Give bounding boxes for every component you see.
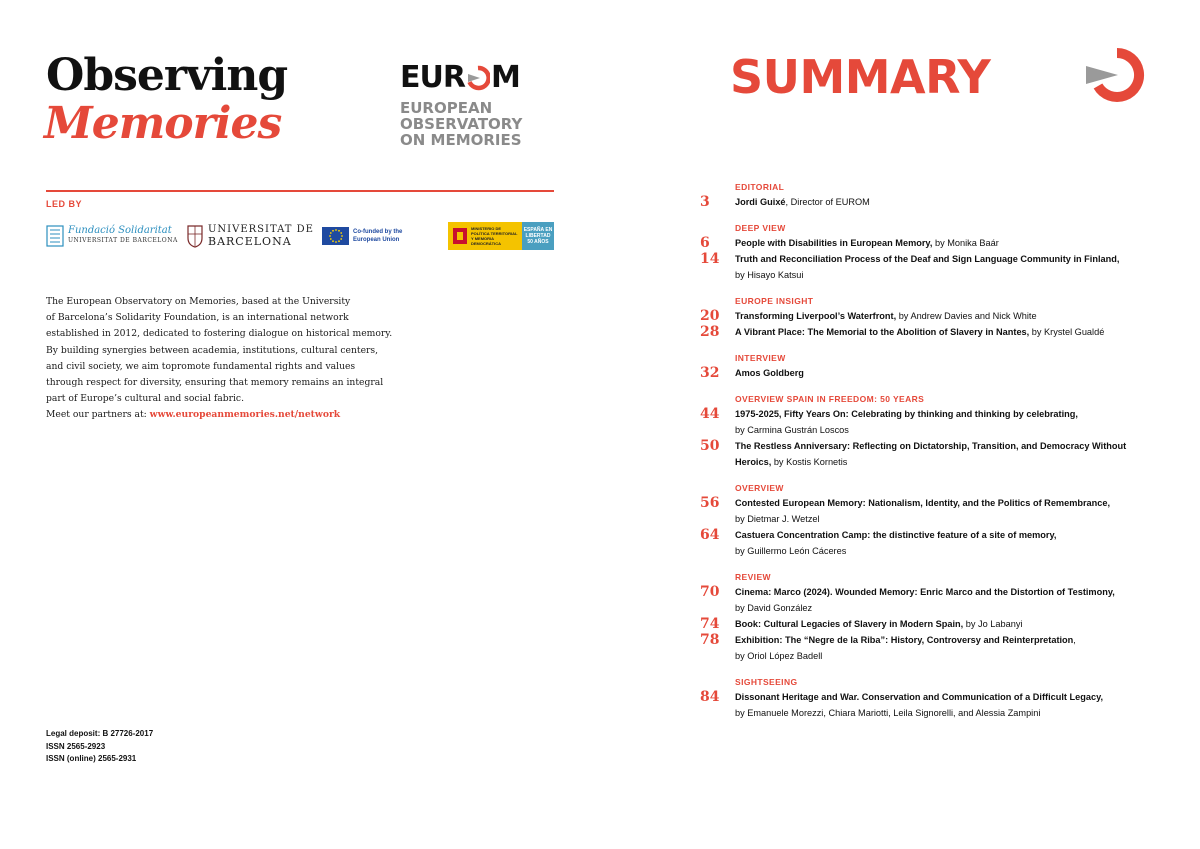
toc-entry[interactable] (700, 406, 1160, 438)
toc-section-title: INTERVIEW (735, 353, 786, 363)
toc-entry[interactable] (700, 438, 1160, 470)
about-line: part of Europe’s cultural and social fabric. (46, 393, 244, 405)
partners-line (46, 407, 396, 423)
toc-section-title: EUROPE INSIGHT (735, 296, 814, 306)
toc-entry-author-line: by Oriol López Badell (735, 651, 823, 661)
toc-entry-text (735, 584, 1115, 616)
toc-page-number: 14 (700, 251, 720, 267)
toc-section (700, 180, 1160, 210)
toc-page-number: 3 (700, 194, 710, 210)
fundacio-name: Fundació Solidaritat (68, 225, 172, 236)
toc-entry[interactable] (700, 689, 1160, 721)
toc-page-number: 32 (700, 365, 720, 381)
toc-entry-title: Book: Cultural Legacies of Slavery in Modern Spain, (735, 619, 964, 629)
eurom-subtitle-line: EUROPEAN (400, 99, 493, 117)
spain-coat-of-arms-icon (451, 225, 469, 247)
table-of-contents (700, 180, 1160, 732)
ub-crest-icon (186, 224, 204, 248)
toc-entry-title: Amos Goldberg (735, 368, 804, 378)
toc-entry-title: Truth and Reconciliation Process of the Deaf and Sign Language Community in Finland, (735, 254, 1120, 264)
about-line: The European Observatory on Memories, based at the University (46, 296, 351, 307)
toc-entry-author-line: by David González (735, 603, 813, 613)
toc-entry[interactable] (700, 616, 1160, 632)
eu-cofunded-logo[interactable] (322, 227, 415, 245)
about-line: through respect for diversity, ensuring that memory remains an integral (46, 377, 384, 389)
issn: ISSN 2565-2923 (46, 741, 106, 751)
toc-entry-title: 1975-2025, Fifty Years On: Celebrating by thinking and thinking by celebrating, (735, 409, 1078, 419)
toc-section (700, 294, 1160, 340)
toc-page-number: 70 (700, 584, 720, 600)
ub-line2: BARCELONA (208, 235, 292, 248)
toc-entry-text (735, 406, 1078, 438)
about-line: established in 2012, dedicated to fostering dialogue on historical memory. (46, 328, 393, 340)
masthead-memories: Memories (44, 98, 282, 149)
toc-entry[interactable] (700, 251, 1160, 283)
toc-entry-title: Cinema: Marco (2024). Wounded Memory: Enric Marco and the Distortion of Testimony, (735, 587, 1115, 597)
toc-section (700, 570, 1160, 664)
legal-deposit: Legal deposit: B 27726-2017 (46, 729, 154, 738)
ub-line1: UNIVERSITAT DE (208, 224, 314, 235)
about-line: and civil society, we aim topromote fundamental rights and values (46, 360, 356, 372)
led-by-label: LED BY (46, 199, 83, 209)
eurom-logo-left: EUR (400, 60, 465, 95)
toc-page-number: 44 (700, 406, 720, 422)
toc-entry-title: Transforming Liverpool’s Waterfront, (735, 311, 897, 321)
toc-page-number: 28 (700, 324, 720, 340)
toc-entry-title: Dissonant Heritage and War. Conservation and Communication of a Difficult Legacy, (735, 692, 1104, 702)
toc-entry-title: Jordi Guixé (735, 197, 786, 207)
toc-section-title: OVERVIEW (735, 483, 784, 493)
eurom-emblem-icon (1086, 44, 1148, 106)
toc-entry[interactable] (700, 527, 1160, 559)
partners-link[interactable]: www.europeanmemories.net/network (149, 409, 341, 421)
toc-entry-author-line: by Hisayo Katsui (735, 270, 804, 280)
eu-cofunded-text: Co-funded by the European Union (353, 229, 403, 243)
ministry-name: MINISTERIO DE POLÍTICA TERRITORIAL Y MEMORIA DEMOCRÁTICA (471, 226, 518, 246)
eurom-subtitle (400, 100, 550, 148)
eurom-subtitle-line: ON MEMORIES (400, 131, 522, 149)
toc-entry-title: A Vibrant Place: The Memorial to the Abolition of Slavery in Nantes, (735, 327, 1030, 337)
toc-entry-text (735, 616, 1022, 632)
toc-page-number: 78 (700, 632, 720, 648)
toc-entry-author-line: by Carmina Gustrán Loscos (735, 425, 849, 435)
toc-entry[interactable] (700, 324, 1160, 340)
about-paragraph (46, 294, 396, 424)
toc-entry-text (735, 324, 1104, 340)
toc-section (700, 392, 1160, 470)
toc-entry-author: by Kostis Kornetis (771, 457, 848, 467)
toc-entry-text (735, 438, 1160, 470)
toc-section (700, 221, 1160, 283)
issn-online: ISSN (online) 2565-2931 (46, 754, 137, 763)
toc-section (700, 675, 1160, 721)
eurom-logo (400, 62, 520, 94)
toc-entry[interactable] (700, 365, 1160, 381)
toc-entry-text (735, 527, 1056, 559)
toc-section (700, 351, 1160, 381)
toc-page-number: 50 (700, 438, 720, 454)
divider-rule (46, 190, 554, 192)
partners-prefix: Meet our partners at: (46, 409, 150, 421)
toc-entry-author: by Jo Labanyi (963, 619, 1023, 629)
eurom-logo-right: M (490, 60, 520, 95)
toc-section-title: OVERVIEW SPAIN IN FREEDOM: 50 YEARS (735, 394, 925, 404)
toc-page-number: 6 (700, 235, 710, 251)
spain-ministry-logo[interactable] (448, 222, 554, 250)
toc-entry[interactable] (700, 235, 1160, 251)
toc-section-title: EDITORIAL (735, 182, 785, 192)
toc-entry-text (735, 689, 1103, 721)
toc-page-number: 56 (700, 495, 720, 511)
toc-entry[interactable] (700, 194, 1160, 210)
fundacio-emblem-icon (46, 225, 64, 247)
fundacio-university: UNIVERSITAT DE BARCELONA (68, 237, 178, 244)
toc-entry[interactable] (700, 632, 1160, 664)
eurom-o-icon (466, 65, 490, 91)
toc-entry-title: Contested European Memory: Nationalism, Identity, and the Politics of Remembrance, (735, 498, 1111, 508)
toc-entry[interactable] (700, 584, 1160, 616)
toc-entry-title: Exhibition: The “Negre de la Riba”: History, Controversy and Reinterpretation (735, 635, 1074, 645)
toc-entry[interactable] (700, 495, 1160, 527)
toc-entry-author: , (1073, 635, 1076, 645)
toc-entry-text (735, 308, 1037, 324)
about-line: of Barcelona’s Solidarity Foundation, is an international network (46, 312, 349, 324)
toc-entry-author: by Krystel Gualdé (1029, 327, 1105, 337)
toc-entry-author-line: by Emanuele Morezzi, Chiara Mariotti, Leila Signorelli, and Alessia Zampini (735, 708, 1041, 718)
toc-entry-text (735, 365, 804, 381)
toc-entry-author: by Monika Baár (932, 238, 999, 248)
toc-page-number: 20 (700, 308, 720, 324)
about-line: By building synergies between academia, institutions, cultural centers, (46, 344, 379, 356)
toc-section-title: REVIEW (735, 572, 771, 582)
toc-entry-text (735, 495, 1110, 527)
toc-entry-title: Castuera Concentration Camp: the distinctive feature of a site of memory, (735, 530, 1057, 540)
toc-page-number: 84 (700, 689, 720, 705)
toc-entry-author-line: by Guillermo León Cáceres (735, 546, 847, 556)
eu-flag-icon (322, 227, 349, 245)
fundacio-solidaritat-logo[interactable] (46, 224, 178, 248)
toc-page-number: 74 (700, 616, 720, 632)
toc-section (700, 481, 1160, 559)
universitat-barcelona-logo[interactable] (186, 223, 314, 249)
toc-section-title: SIGHTSEEING (735, 677, 798, 687)
toc-page-number: 64 (700, 527, 720, 543)
toc-entry-text (735, 251, 1119, 283)
toc-section-title: DEEP VIEW (735, 223, 786, 233)
toc-entry-text (735, 235, 999, 251)
toc-entry-text (735, 194, 870, 210)
toc-entry-author: , Director of EUROM (785, 197, 870, 207)
legal-info (46, 728, 153, 766)
toc-entry-text (735, 632, 1076, 664)
masthead-observing: Observing (46, 50, 288, 101)
toc-entry-title: People with Disabilities in European Memory, (735, 238, 933, 248)
summary-title: SUMMARY (730, 50, 991, 104)
espana-libertad-badge: ESPAÑA EN LIBERTAD 50 AÑOS (522, 222, 554, 250)
toc-entry-author: by Andrew Davies and Nick White (896, 311, 1037, 321)
toc-entry-author-line: by Dietmar J. Wetzel (735, 514, 820, 524)
toc-entry[interactable] (700, 308, 1160, 324)
eurom-subtitle-line: OBSERVATORY (400, 115, 523, 133)
toc-entry-title: The Restless Anniversary: Reflecting on Dictatorship, Transition, and Democracy Without Heroics, (735, 441, 1127, 467)
